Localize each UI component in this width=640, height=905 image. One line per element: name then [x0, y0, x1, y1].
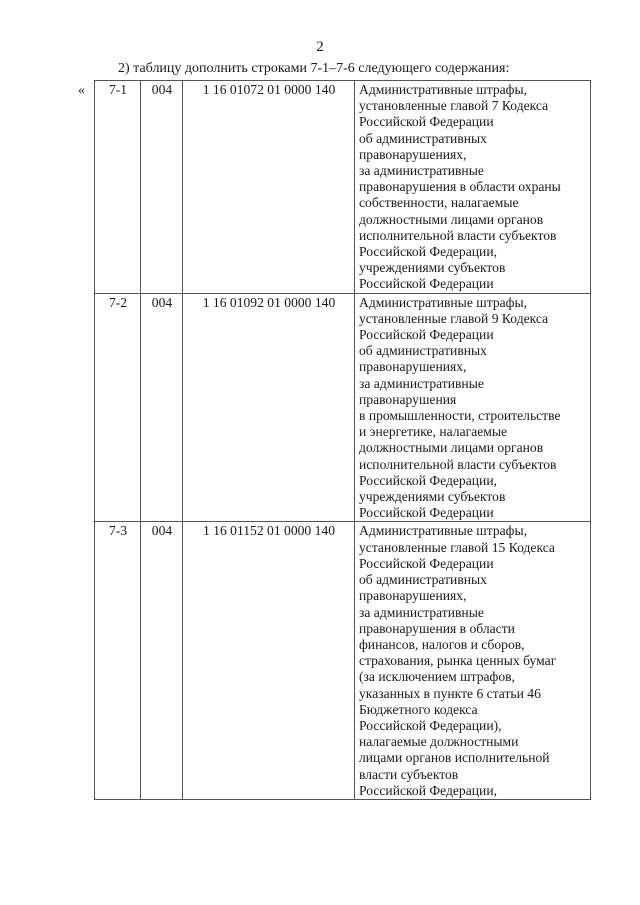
description-line: об административных: [359, 343, 487, 359]
description-line: правонарушениях,: [359, 359, 467, 375]
description-line: собственности, налагаемые: [359, 195, 519, 211]
description-line: Российской Федерации,: [359, 472, 497, 488]
description-line: правонарушениях,: [359, 588, 467, 604]
description-line: (за исключением штрафов,: [359, 669, 515, 685]
budget-classification-code: 1 16 01092 01 0000 140: [183, 293, 355, 522]
administrator-code: 004: [141, 522, 183, 799]
description-line: указанных в пункте 6 статьи 46: [359, 685, 541, 701]
description-line: Административные штрафы,: [359, 523, 527, 539]
description-line: Бюджетного кодекса: [359, 701, 478, 717]
description-line: установленные главой 7 Кодекса: [359, 98, 549, 114]
intro-text: 2) таблицу дополнить строками 7-1–7-6 следующего содержания:: [118, 61, 510, 76]
description-line: установленные главой 9 Кодекса: [359, 310, 549, 326]
description-line: за административные: [359, 163, 484, 179]
table-row: [95, 81, 591, 294]
description-cell: [355, 522, 591, 799]
description-line: за административные: [359, 604, 484, 620]
description-line: учреждениями субъектов: [359, 489, 506, 505]
description-line: Российской Федерации: [359, 327, 494, 343]
description-line: Административные штрафы,: [359, 82, 527, 97]
description-line: правонарушениях,: [359, 146, 467, 162]
description-line: должностными лицами органов: [359, 440, 544, 456]
opening-quote-mark: «: [78, 83, 85, 98]
description-line: финансов, налогов и сборов,: [359, 636, 525, 652]
administrator-code: 004: [141, 293, 183, 522]
budget-classification-code: 1 16 01152 01 0000 140: [183, 522, 355, 799]
description-line: правонарушения: [359, 391, 457, 407]
description-line: налагаемые должностными: [359, 734, 519, 750]
table-row: [95, 522, 591, 799]
description-line: исполнительной власти субъектов: [359, 456, 557, 472]
description-line: Российской Федерации),: [359, 717, 502, 733]
description-line: Российской Федерации: [359, 276, 494, 292]
row-number: 7-2: [95, 293, 141, 522]
description-line: страхования, рынка ценных бумаг: [359, 653, 557, 669]
description-line: учреждениями субъектов: [359, 260, 506, 276]
row-number: 7-3: [95, 522, 141, 799]
description-line: об административных: [359, 130, 487, 146]
description-line: Российской Федерации: [359, 555, 494, 571]
fee-table: [94, 80, 591, 800]
description-line: исполнительной власти субъектов: [359, 227, 557, 243]
description-line: правонарушения в области охраны: [359, 179, 561, 195]
description-line: об административных: [359, 572, 487, 588]
row-number: 7-1: [95, 81, 141, 294]
description-line: лицами органов исполнительной: [359, 750, 550, 766]
description-line: и энергетике, налагаемые: [359, 424, 508, 440]
description-line: в промышленности, строительстве: [359, 408, 561, 424]
budget-classification-code: 1 16 01072 01 0000 140: [183, 81, 355, 294]
description-line: Российской Федерации,: [359, 782, 497, 798]
description-line: Российской Федерации: [359, 114, 494, 130]
description-line: власти субъектов: [359, 766, 459, 782]
description-line: Административные штрафы,: [359, 294, 527, 310]
description-cell: [355, 81, 591, 294]
description-line: Российской Федерации,: [359, 244, 497, 260]
description-line: правонарушения в области: [359, 620, 515, 636]
table-row: [95, 293, 591, 522]
administrator-code: 004: [141, 81, 183, 294]
description-line: установленные главой 15 Кодекса: [359, 539, 555, 555]
description-line: Российской Федерации: [359, 505, 494, 521]
description-cell: [355, 293, 591, 522]
page-number: 2: [316, 39, 324, 55]
description-line: за административные: [359, 375, 484, 391]
description-line: должностными лицами органов: [359, 211, 544, 227]
